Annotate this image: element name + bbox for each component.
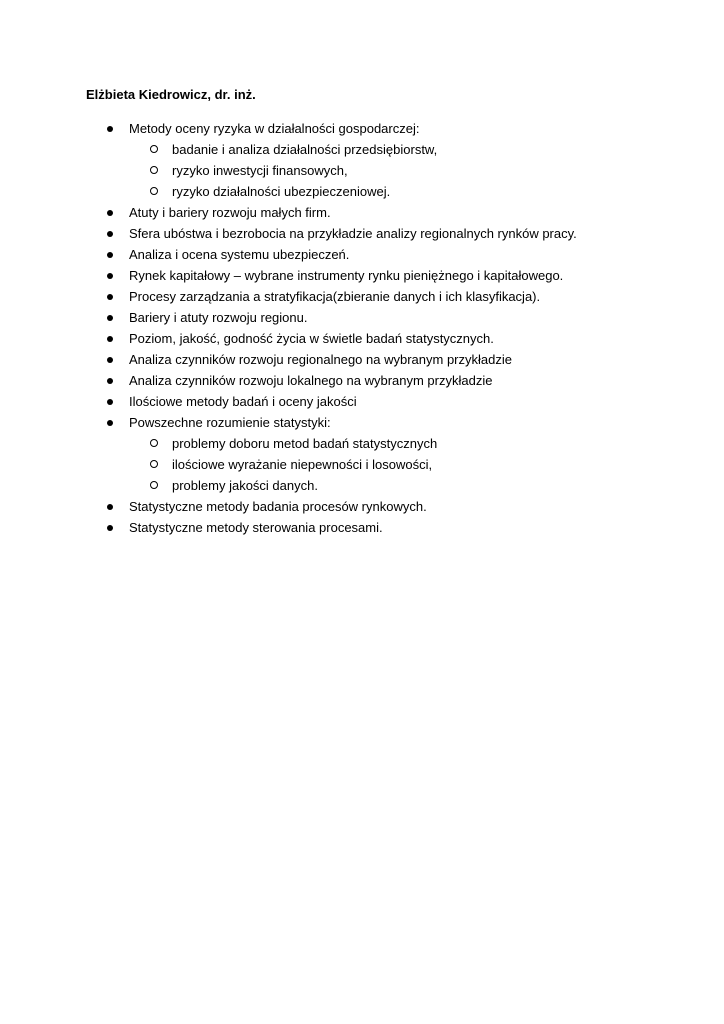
bullet-icon bbox=[107, 336, 113, 342]
bullet-icon bbox=[107, 126, 113, 132]
topic-text: Statystyczne metody badania procesów rynkowych. bbox=[129, 499, 427, 514]
topic-text: Analiza czynników rozwoju lokalnego na wybranym przykładzie bbox=[129, 373, 493, 388]
topic-item bbox=[0, 307, 724, 328]
topic-item bbox=[0, 349, 724, 370]
topic-text: Bariery i atuty rozwoju regionu. bbox=[129, 310, 308, 325]
topic-item bbox=[0, 370, 724, 391]
topic-item bbox=[0, 412, 724, 496]
topic-item bbox=[0, 517, 724, 538]
topic-list bbox=[0, 118, 724, 538]
bullet-icon bbox=[107, 357, 113, 363]
topic-text: Rynek kapitałowy – wybrane instrumenty rynku pieniężnego i kapitałowego. bbox=[129, 268, 564, 283]
topic-line bbox=[0, 223, 724, 244]
sub-item bbox=[0, 139, 724, 160]
topic-line bbox=[0, 328, 724, 349]
bullet-icon bbox=[107, 504, 113, 510]
sub-list bbox=[0, 139, 724, 202]
topic-text: Analiza czynników rozwoju regionalnego na wybranym przykładzie bbox=[129, 352, 512, 367]
topic-line bbox=[0, 118, 724, 139]
topic-item bbox=[0, 328, 724, 349]
sub-item-text: problemy doboru metod badań statystycznych bbox=[172, 436, 438, 451]
bullet-icon bbox=[107, 210, 113, 216]
topic-item bbox=[0, 496, 724, 517]
bullet-icon bbox=[107, 294, 113, 300]
topic-text: Metody oceny ryzyka w działalności gospodarczej: bbox=[129, 121, 420, 136]
bullet-icon bbox=[107, 420, 113, 426]
topic-line bbox=[0, 286, 724, 307]
bullet-icon bbox=[107, 231, 113, 237]
topic-item bbox=[0, 265, 724, 286]
topic-line bbox=[0, 391, 724, 412]
topic-line bbox=[0, 412, 724, 433]
topic-line bbox=[0, 202, 724, 223]
topic-item bbox=[0, 286, 724, 307]
sub-item-text: ryzyko działalności ubezpieczeniowej. bbox=[172, 184, 391, 199]
topic-text: Atuty i bariery rozwoju małych firm. bbox=[129, 205, 331, 220]
topic-text: Powszechne rozumienie statystyki: bbox=[129, 415, 331, 430]
topic-line bbox=[0, 517, 724, 538]
sub-item bbox=[0, 181, 724, 202]
topic-text: Ilościowe metody badań i oceny jakości bbox=[129, 394, 357, 409]
sub-item-text: ryzyko inwestycji finansowych, bbox=[172, 163, 348, 178]
sub-item bbox=[0, 454, 724, 475]
bullet-icon bbox=[107, 273, 113, 279]
topic-line bbox=[0, 244, 724, 265]
topic-line bbox=[0, 496, 724, 517]
hollow-circle-bullet-icon bbox=[150, 166, 158, 174]
topic-text: Procesy zarządzania a stratyfikacja(zbieranie danych i ich klasyfikacja). bbox=[129, 289, 541, 304]
topic-text: Poziom, jakość, godność życia w świetle badań statystycznych. bbox=[129, 331, 494, 346]
hollow-circle-bullet-icon bbox=[150, 439, 158, 447]
sub-item bbox=[0, 160, 724, 181]
topic-item bbox=[0, 391, 724, 412]
hollow-circle-bullet-icon bbox=[150, 145, 158, 153]
sub-item-text: ilościowe wyrażanie niepewności i losowości, bbox=[172, 457, 433, 472]
bullet-icon bbox=[107, 399, 113, 405]
topic-text: Statystyczne metody sterowania procesami. bbox=[129, 520, 383, 535]
topic-text: Analiza i ocena systemu ubezpieczeń. bbox=[129, 247, 350, 262]
topic-item bbox=[0, 118, 724, 202]
hollow-circle-bullet-icon bbox=[150, 460, 158, 468]
hollow-circle-bullet-icon bbox=[150, 481, 158, 489]
topic-line bbox=[0, 265, 724, 286]
sub-item-text: problemy jakości danych. bbox=[172, 478, 318, 493]
sub-item bbox=[0, 475, 724, 496]
bullet-icon bbox=[107, 315, 113, 321]
bullet-icon bbox=[107, 378, 113, 384]
topic-text: Sfera ubóstwa i bezrobocia na przykładzie analizy regionalnych rynków pracy. bbox=[129, 226, 577, 241]
sub-list bbox=[0, 433, 724, 496]
sub-item bbox=[0, 433, 724, 454]
author-heading: Elżbieta Kiedrowicz, dr. inż. bbox=[86, 87, 256, 102]
sub-item-text: badanie i analiza działalności przedsiębiorstw, bbox=[172, 142, 438, 157]
hollow-circle-bullet-icon bbox=[150, 187, 158, 195]
topic-line bbox=[0, 307, 724, 328]
topic-item bbox=[0, 223, 724, 244]
bullet-icon bbox=[107, 252, 113, 258]
topic-item bbox=[0, 244, 724, 265]
topic-line bbox=[0, 349, 724, 370]
bullet-icon bbox=[107, 525, 113, 531]
topic-line bbox=[0, 370, 724, 391]
topic-item bbox=[0, 202, 724, 223]
